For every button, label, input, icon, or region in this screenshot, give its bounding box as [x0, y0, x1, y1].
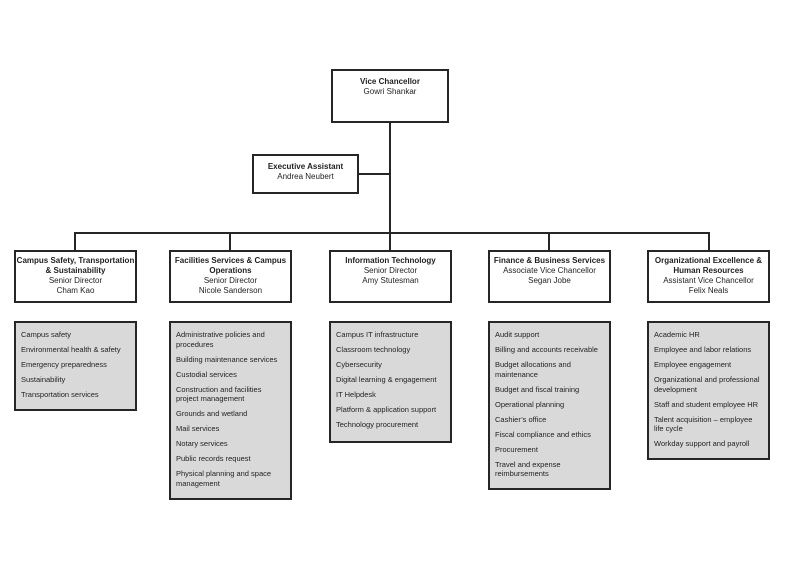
- list-item: Platform & application support: [336, 405, 437, 414]
- list-item: Technology procurement: [336, 420, 419, 429]
- list-item: Custodial services: [176, 369, 237, 379]
- list-item: Sustainability: [21, 375, 66, 384]
- connector-line: [389, 232, 391, 250]
- dept-box-campus-safety: [14, 250, 137, 303]
- list-item: Physical planning and space management: [176, 469, 272, 488]
- dept-role: Associate Vice Chancellor: [503, 266, 596, 275]
- connector-line: [229, 232, 231, 250]
- list-item: Employee engagement: [654, 360, 732, 369]
- dept-title: Facilities Services & Campus Operations: [174, 256, 287, 275]
- dept-box-facilities: [169, 250, 292, 303]
- connector-line: [708, 232, 710, 250]
- vice-chancellor-name: Gowri Shankar: [363, 87, 417, 96]
- dept-title: Campus Safety, Transportation & Sustainability: [16, 256, 135, 275]
- list-item: Classroom technology: [336, 345, 411, 354]
- dept-role: Assistant Vice Chancellor: [663, 276, 754, 285]
- list-item: Organizational and professional development: [654, 375, 760, 394]
- dept-person: Amy Stutesman: [362, 276, 419, 285]
- list-item: Talent acquisition – employee life cycle: [654, 414, 753, 433]
- list-item: Digital learning & engagement: [336, 375, 437, 384]
- service-list-information-technology: [329, 321, 452, 443]
- vice-chancellor-title: Vice Chancellor: [360, 77, 420, 86]
- list-item: Workday support and payroll: [654, 439, 750, 448]
- connector-line: [548, 232, 550, 250]
- dept-role: Senior Director: [363, 266, 418, 275]
- list-item: Audit support: [495, 330, 540, 339]
- service-list-org-excellence-hr: [647, 321, 770, 460]
- list-item: Transportation services: [21, 390, 99, 399]
- list-item: Procurement: [495, 444, 538, 454]
- list-item: Employee and labor relations: [654, 345, 752, 354]
- list-item: Campus IT infrastructure: [336, 330, 419, 339]
- list-item: Billing and accounts receivable: [495, 345, 598, 354]
- executive-assistant-box: [252, 154, 359, 194]
- list-item: Cashier’s office: [495, 414, 547, 424]
- list-item: Travel and expense reimbursements: [495, 459, 561, 478]
- list-item: Operational planning: [495, 399, 565, 409]
- dept-title: Information Technology: [345, 256, 436, 265]
- executive-assistant-title: Executive Assistant: [267, 162, 344, 171]
- list-item: IT Helpdesk: [336, 390, 376, 399]
- list-item: Academic HR: [654, 330, 700, 339]
- connector-line: [74, 232, 76, 250]
- list-item: Grounds and wetland: [176, 409, 248, 418]
- list-item: Campus safety: [21, 330, 72, 339]
- dept-person: Cham Kao: [56, 286, 95, 295]
- service-list-finance: [488, 321, 611, 490]
- list-item: Fiscal compliance and ethics: [495, 429, 591, 439]
- list-item: Budget and fiscal training: [495, 384, 580, 394]
- list-item: Emergency preparedness: [21, 360, 107, 369]
- service-list-facilities: [169, 321, 292, 500]
- list-item: Staff and student employee HR: [654, 399, 759, 409]
- list-item: Mail services: [176, 424, 220, 433]
- list-item: Administrative policies and procedures: [176, 330, 265, 349]
- connector-line: [389, 121, 391, 234]
- dept-person: Nicole Sanderson: [198, 286, 263, 295]
- dept-person: Felix Neals: [688, 286, 729, 295]
- list-item: Construction and facilities project management: [176, 384, 262, 403]
- list-item: Building maintenance services: [176, 354, 278, 364]
- dept-box-information-technology: [329, 250, 452, 303]
- list-item: Public records request: [176, 454, 251, 463]
- dept-person: Segan Jobe: [528, 276, 571, 285]
- dept-role: Senior Director: [48, 276, 103, 285]
- dept-role: Senior Director: [203, 276, 258, 285]
- dept-box-org-excellence-hr: [647, 250, 770, 303]
- connector-line: [359, 173, 390, 175]
- vice-chancellor-box: [331, 69, 449, 123]
- executive-assistant-name: Andrea Neubert: [277, 172, 334, 181]
- list-item: Cybersecurity: [336, 360, 382, 369]
- service-list-campus-safety: [14, 321, 137, 411]
- dept-title: Organizational Excellence & Human Resources: [654, 256, 763, 275]
- dept-box-finance: [488, 250, 611, 303]
- list-item: Notary services: [176, 439, 228, 448]
- connector-line: [74, 232, 710, 234]
- list-item: Environmental health & safety: [21, 345, 121, 354]
- dept-title: Finance & Business Services: [493, 256, 606, 265]
- list-item: Budget allocations and maintenance: [495, 360, 571, 379]
